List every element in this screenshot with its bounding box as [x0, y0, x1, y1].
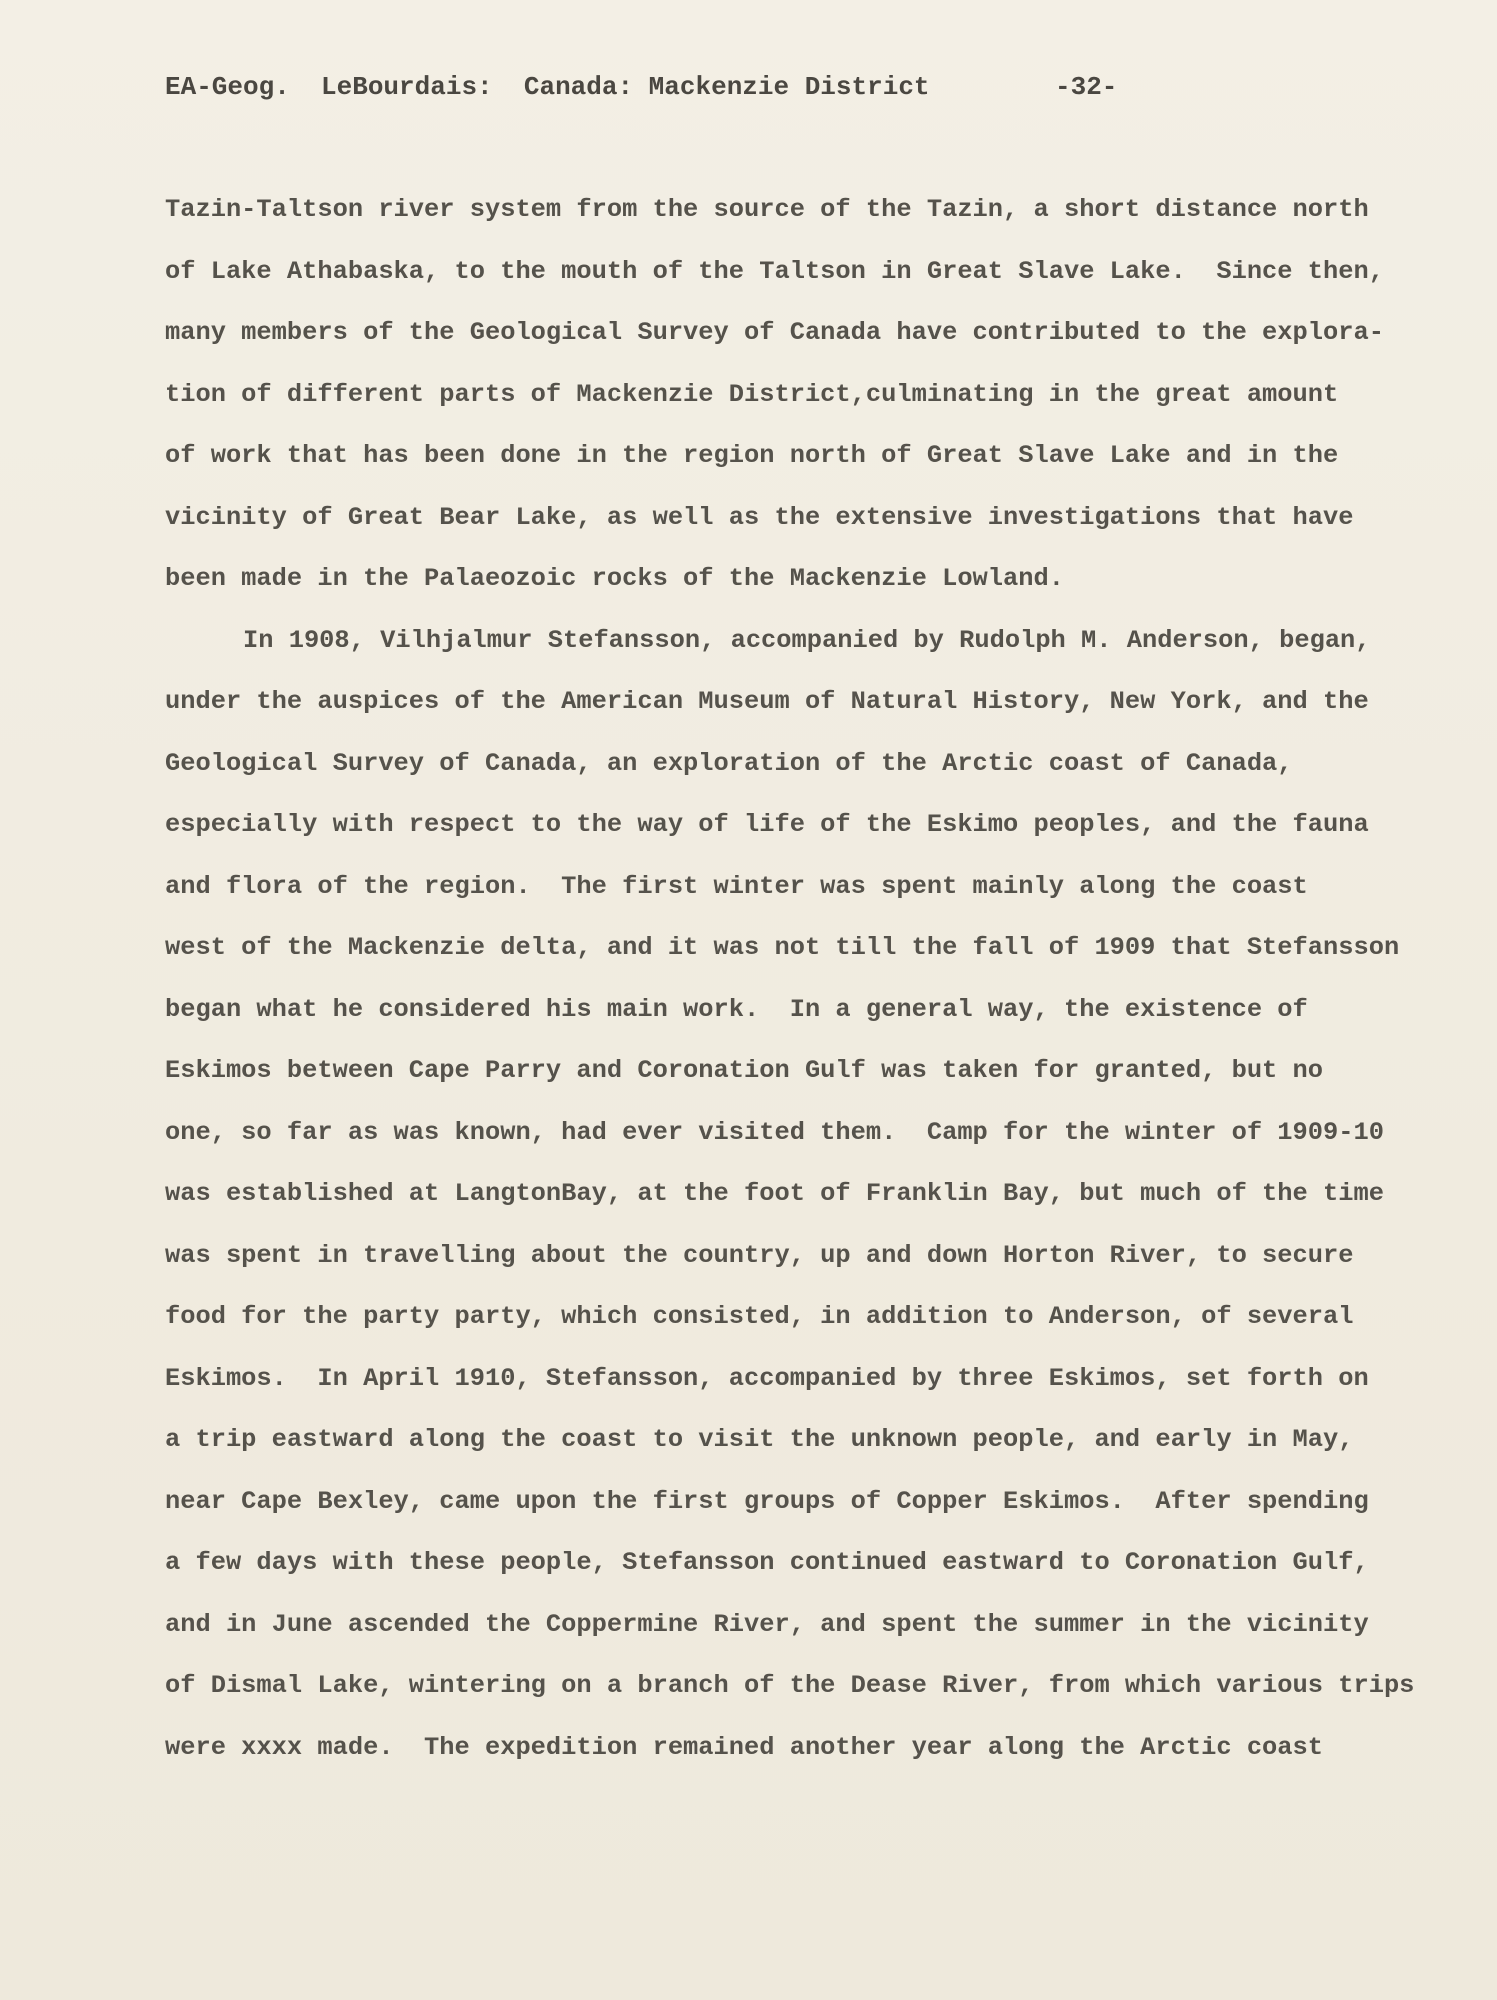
- text-line: a trip eastward along the coast to visit the unknown people, and early in May,: [165, 1425, 1354, 1454]
- text-line: especially with respect to the way of life of the Eskimo peoples, and the fauna: [165, 810, 1369, 839]
- paragraph-start-line: In 1908, Vilhjalmur Stefansson, accompanied by Rudolph M. Anderson, began,: [243, 625, 1371, 655]
- text-line: Tazin-Taltson river system from the source of the Tazin, a short distance north: [165, 195, 1369, 224]
- text-line: and in June ascended the Coppermine River, and spent the summer in the vicinity: [165, 1609, 1369, 1639]
- text-line: near Cape Bexley, came upon the first groups of Copper Eskimos. After spending: [165, 1486, 1369, 1516]
- text-line: and flora of the region. The first winter was spent mainly along the coast: [165, 871, 1308, 901]
- text-line: Eskimos. In April 1910, Stefansson, accompanied by three Eskimos, set forth on: [165, 1363, 1369, 1393]
- text-line: under the auspices of the American Museum of Natural History, New York, and the: [165, 687, 1369, 716]
- text-line: of Dismal Lake, wintering on a branch of the Dease River, from which various trips: [165, 1671, 1415, 1700]
- text-line: one, so far as was known, had ever visited them. Camp for the winter of 1909-10: [165, 1117, 1384, 1147]
- body-text: [165, 188, 1415, 1787]
- text-line: food for the party party, which consisted, in addition to Anderson, of several: [165, 1302, 1354, 1331]
- text-line: many members of the Geological Survey of Canada have contributed to the explora-: [165, 318, 1384, 347]
- text-line: Geological Survey of Canada, an exploration of the Arctic coast of Canada,: [165, 748, 1293, 778]
- text-line: of Lake Athabaska, to the mouth of the Taltson in Great Slave Lake. Since then,: [165, 256, 1384, 286]
- text-line: Eskimos between Cape Parry and Coronation Gulf was taken for granted, but no: [165, 1056, 1324, 1085]
- page-number: -32-: [1055, 72, 1118, 102]
- text-line: was spent in travelling about the country, up and down Horton River, to secure: [165, 1240, 1354, 1270]
- text-line: was established at LangtonBay, at the foot of Franklin Bay, but much of the time: [165, 1179, 1384, 1208]
- header-title: EA-Geog. LeBourdais: Canada: Mackenzie District: [165, 72, 930, 102]
- text-line: were xxxx made. The expedition remained another year along the Arctic coast: [165, 1732, 1324, 1762]
- text-line: began what he considered his main work. In a general way, the existence of: [165, 994, 1308, 1024]
- text-line: vicinity of Great Bear Lake, as well as the extensive investigations that have: [165, 502, 1354, 532]
- text-line: tion of different parts of Mackenzie District,culminating in the great amount: [165, 379, 1339, 409]
- text-line: west of the Mackenzie delta, and it was not till the fall of 1909 that Stefansson: [165, 933, 1400, 962]
- page-header: [165, 72, 1405, 116]
- text-line: been made in the Palaeozoic rocks of the Mackenzie Lowland.: [165, 564, 1064, 593]
- text-line: a few days with these people, Stefansson continued eastward to Coronation Gulf,: [165, 1548, 1369, 1577]
- text-line: of work that has been done in the region north of Great Slave Lake and in the: [165, 441, 1339, 470]
